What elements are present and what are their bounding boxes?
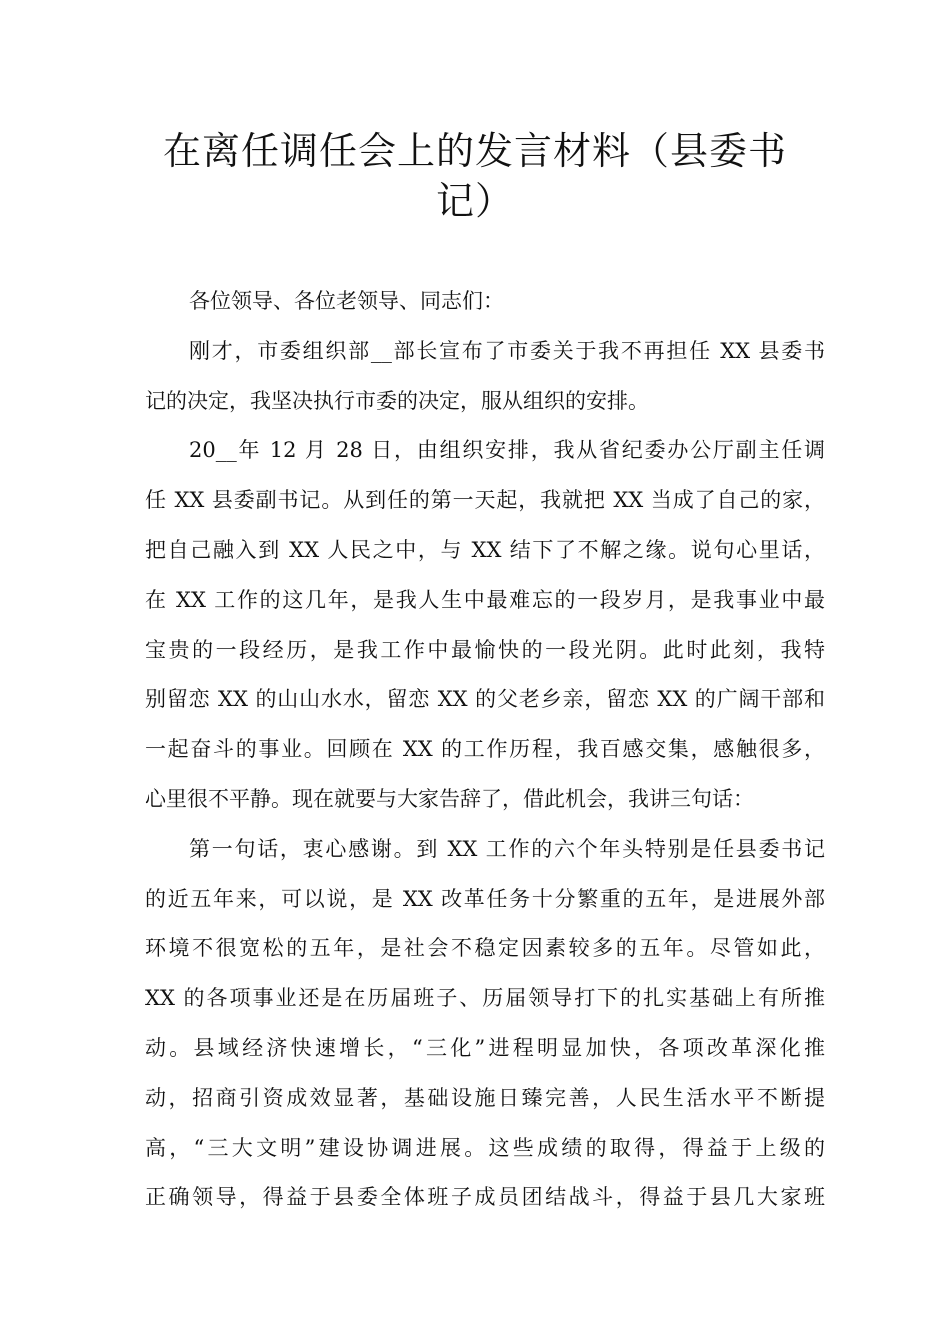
- body-line: 动，招商引资成效显著，基础设施日臻完善，人民生活水平不断提: [145, 1085, 825, 1110]
- document-title: [140, 126, 810, 226]
- body-line: 的近五年来，可以说，是 XX 改革任务十分繁重的五年，是进展外部: [145, 886, 825, 911]
- body-line: 刚才，市委组织部__部长宣布了市委关于我不再担任 XX 县委书: [189, 338, 825, 363]
- body-line: 20__年 12 月 28 日，由组织安排，我从省纪委办公厅副主任调: [189, 438, 825, 463]
- title-line-2: 记）: [435, 179, 514, 223]
- body-line: 在 XX 工作的这几年，是我人生中最难忘的一段岁月，是我事业中最: [145, 587, 825, 612]
- body-line: 动。县域经济快速增长，“三化”进程明显加快，各项改革深化推: [145, 1035, 825, 1060]
- title-line-1: 在离任调任会上的发言材料（县委书: [162, 129, 787, 173]
- body-line: XX 的各项事业还是在历届班子、历届领导打下的扎实基础上有所推: [145, 986, 825, 1011]
- document-body: [145, 277, 825, 1223]
- body-line: 第一句话，衷心感谢。到 XX 工作的六个年头特别是任县委书记: [189, 836, 825, 861]
- body-line: 任 XX 县委副书记。从到任的第一天起，我就把 XX 当成了自己的家，: [145, 488, 825, 513]
- body-line: 各位领导、各位老领导、同志们：: [189, 289, 504, 313]
- body-line: 心里很不平静。现在就要与大家告辞了，借此机会，我讲三句话：: [145, 786, 754, 811]
- body-line: 正确领导，得益于县委全体班子成员团结战斗，得益于县几大家班: [145, 1185, 825, 1210]
- body-line: 把自己融入到 XX 人民之中，与 XX 结下了不解之缘。说句心里话，: [145, 537, 825, 562]
- body-line: 别留恋 XX 的山山水水，留恋 XX 的父老乡亲，留恋 XX 的广阔干部和: [145, 687, 825, 712]
- body-line: 一起奋斗的事业。回顾在 XX 的工作历程，我百感交集，感触很多，: [145, 737, 825, 762]
- body-line: 环境不很宽松的五年，是社会不稳定因素较多的五年。尽管如此，: [145, 936, 825, 961]
- body-line: 高，“三大文明”建设协调进展。这些成绩的取得，得益于上级的: [145, 1135, 825, 1160]
- body-line: 记的决定，我坚决执行市委的决定，服从组织的安排。: [145, 388, 649, 413]
- body-line: 宝贵的一段经历，是我工作中最愉快的一段光阴。此时此刻，我特: [145, 637, 825, 662]
